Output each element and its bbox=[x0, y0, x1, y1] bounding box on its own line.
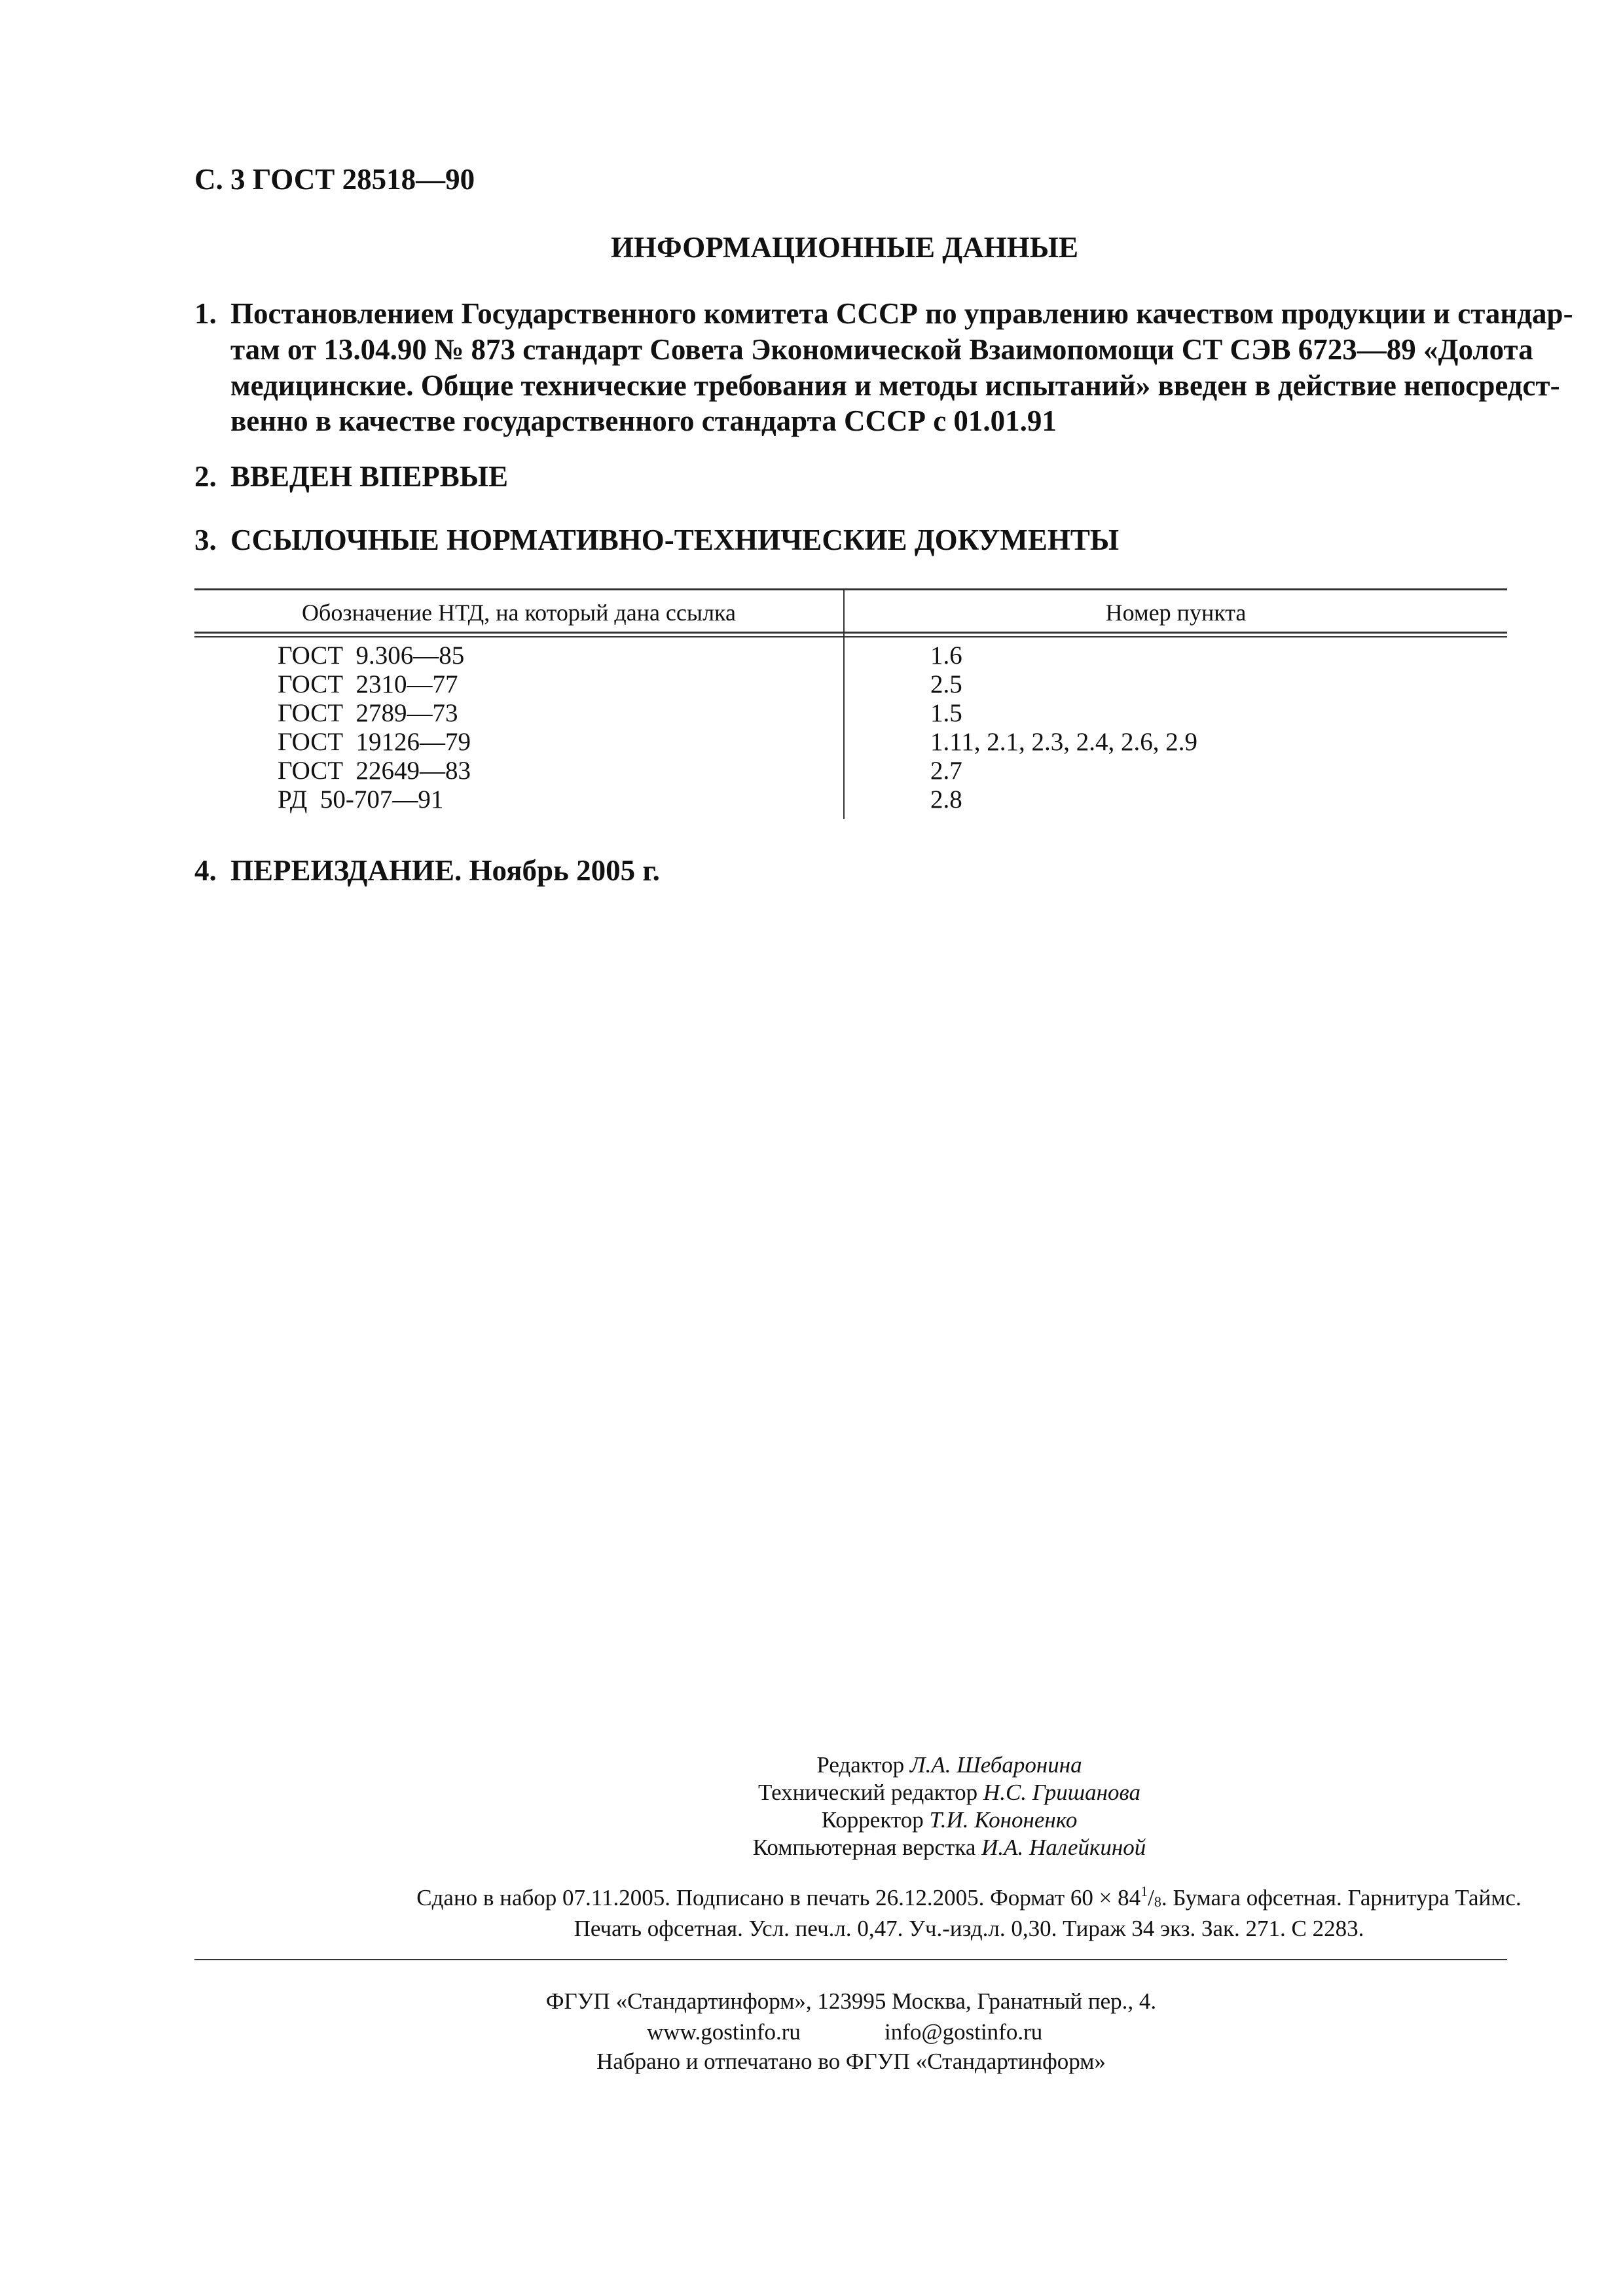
item-1-line-2: там от 13.04.90 № 873 стандарт Совета Экономической Взаимопомощи СТ СЭВ 6723—89 «Долота bbox=[230, 333, 1533, 366]
table-top-rule bbox=[194, 588, 1507, 590]
item-3-text: ССЫЛОЧНЫЕ НОРМАТИВНО-ТЕХНИЧЕСКИЕ ДОКУМЕНТЫ bbox=[230, 524, 1120, 556]
table-column-divider bbox=[843, 588, 845, 819]
format-fraction-denominator: 8 bbox=[1154, 1893, 1161, 1910]
table-row-3-designation: ГОСТ 2789—73 bbox=[278, 699, 458, 727]
credit-proofreader bbox=[0, 1807, 1623, 1833]
table-row-2-designation: ГОСТ 2310—77 bbox=[278, 670, 458, 698]
item-3-number: 3. bbox=[194, 524, 217, 556]
table-row-2-clause: 2.5 bbox=[930, 670, 962, 698]
item-2-number: 2. bbox=[194, 460, 217, 493]
credit-person: Л.А. Шебаронина bbox=[909, 1752, 1082, 1778]
table-row-1-designation: ГОСТ 9.306—85 bbox=[278, 641, 465, 670]
item-2-text: ВВЕДЕН ВПЕРВЫЕ bbox=[230, 460, 509, 493]
credit-role: Редактор bbox=[816, 1752, 905, 1778]
item-1-line-4: венно в качестве государственного стандарта СССР с 01.01.91 bbox=[230, 404, 1057, 437]
table-header-rule bbox=[194, 632, 1507, 634]
table-header-clause-number: Номер пункта bbox=[1105, 600, 1247, 626]
table-row-6-clause: 2.8 bbox=[930, 785, 962, 814]
print-info-line-2: Печать офсетная. Усл. печ.л. 0,47. Уч.-изд.л. 0,30. Тираж 34 экз. Зак. 271. С 2283. bbox=[574, 1916, 1364, 1941]
item-1-number: 1. bbox=[194, 297, 217, 330]
footer-website: www.gostinfo.ru bbox=[647, 2019, 801, 2045]
table-row-5-clause: 2.7 bbox=[930, 757, 962, 785]
table-row-4-designation: ГОСТ 19126—79 bbox=[278, 728, 471, 756]
print-info-text: Сдано в набор 07.11.2005. Подписано в печать 26.12.2005. Формат 60 × 84 bbox=[416, 1885, 1141, 1910]
credit-role: Технический редактор bbox=[758, 1780, 978, 1805]
table-row-1-clause: 1.6 bbox=[930, 641, 962, 670]
table-row-5-designation: ГОСТ 22649—83 bbox=[278, 757, 471, 785]
footer-publisher: ФГУП «Стандартинформ», 123995 Москва, Гранатный пер., 4. bbox=[545, 1988, 1157, 2014]
credit-person: И.А. Налейкиной bbox=[981, 1835, 1146, 1860]
table-row-3-clause: 1.5 bbox=[930, 699, 962, 727]
credit-technical-editor bbox=[0, 1780, 1623, 1806]
footer-printed-by: Набрано и отпечатано во ФГУП «Стандартинформ» bbox=[596, 2049, 1106, 2074]
table-row-4-clause: 1.11, 2.1, 2.3, 2.4, 2.6, 2.9 bbox=[930, 728, 1198, 756]
credit-layout bbox=[0, 1835, 1623, 1861]
table-header-designation: Обозначение НТД, на который дана ссылка bbox=[302, 600, 736, 626]
footer-email: info@gostinfo.ru bbox=[884, 2019, 1043, 2045]
footer-rule bbox=[194, 1959, 1507, 1960]
item-4-text: ПЕРЕИЗДАНИЕ. Ноябрь 2005 г. bbox=[230, 854, 660, 887]
credit-person: Т.И. Кононенко bbox=[929, 1807, 1078, 1833]
print-info-line-1: Сдано в набор 07.11.2005. Подписано в печать 26.12.2005. Формат $60 \times 84^1/_8$. Бумага офсетная. Гарнитура Таймс. bbox=[416, 1883, 1522, 1910]
item-4-number: 4. bbox=[194, 854, 217, 887]
format-fraction-numerator: 1 bbox=[1140, 1883, 1148, 1899]
credit-role: Компьютерная верстка bbox=[752, 1835, 976, 1860]
table-row-6-designation: РД 50-707—91 bbox=[278, 785, 444, 814]
credit-person: Н.С. Гришанова bbox=[983, 1780, 1140, 1805]
table-header-rule-double bbox=[194, 636, 1507, 637]
credit-editor bbox=[0, 1752, 1623, 1778]
item-1-line-3: медицинские. Общие технические требования и методы испытаний» введен в действие непосредст- bbox=[230, 369, 1560, 402]
print-info-text-end: . Бумага офсетная. Гарнитура Таймс. bbox=[1161, 1885, 1522, 1910]
credit-role: Корректор bbox=[821, 1807, 924, 1833]
section-title: ИНФОРМАЦИОННЫЕ ДАННЫЕ bbox=[611, 231, 1078, 264]
page-header: С. 3 ГОСТ 28518—90 bbox=[194, 163, 475, 196]
item-1-line-1: Постановлением Государственного комитета СССР по управлению качеством продукции и стандар- bbox=[230, 297, 1573, 330]
